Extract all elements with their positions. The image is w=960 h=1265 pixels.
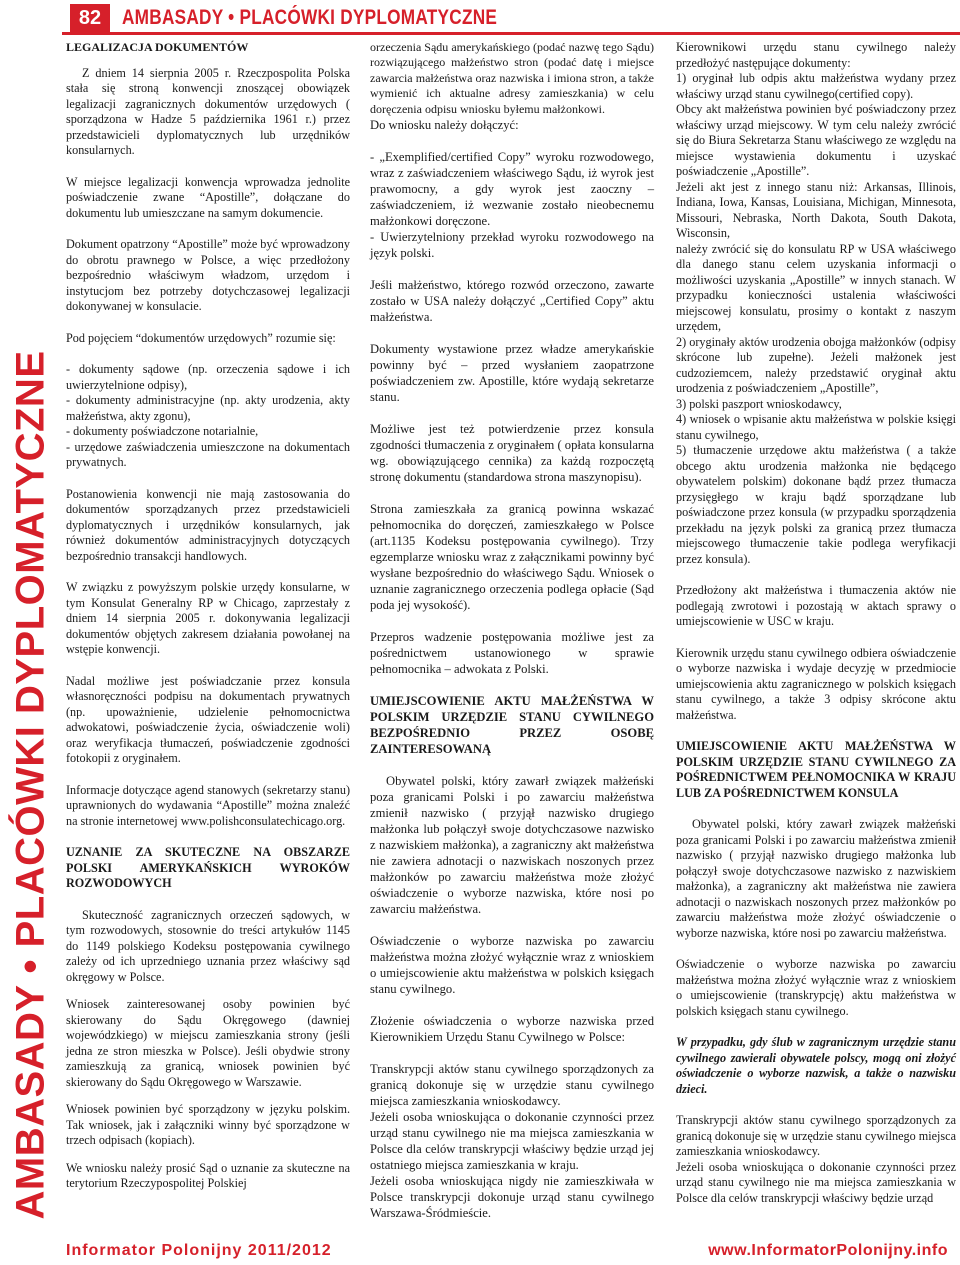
list-item: - dokumenty sądowe (np. orzeczenia sądowe i ich uwierzytelnione odpisy), (66, 362, 350, 392)
paragraph: Skuteczność zagranicznych orzeczeń sądowych, w tym rozwodowych, stosownie do treści artykułów 1145 do 1149 polskiego Kodeksu postępowania cywilnego zależy od ich uprzedniego uznania przez właściwy sąd okręgowy w Polsce. (66, 907, 350, 984)
section-heading: UMIEJSCOWIENIE AKTU MAŁŻEŃSTWA W POLSKIM URZĘDZIE STANU CYWILNEGO BEZPOŚREDNIO PRZEZ OSOBĘ ZAINTERESOWANĄ (370, 694, 654, 757)
paragraph-emphasis: W przypadku, gdy ślub w zagranicznym urzędzie stanu cywilnego zawierali obywatele polscy, mogą oni złożyć oświadczenie o wyborze nazwisk, a także o nazwisku dzieci. (676, 1035, 956, 1096)
side-section-label: AMBASADY • PLACÓWKI DYPLOMATYCZNE (8, 350, 53, 1220)
paragraph: Wniosek zainteresowanej osoby powinien być skierowany do Sądu Okręgowego (dawniej wojewódzkiego) w miejscu zamieszkania strony (jeśli jedna ze stron mieszka w Polsce). Jeśli obydwie strony zamieszkują za granicą, wniosek powinien być skierowany do Sądu Okręgowego w Warszawie. (66, 997, 350, 1089)
list-item: - Uwierzytelniony przekład wyroku rozwodowego na język polski. (370, 230, 654, 261)
paragraph: Złożenie oświadczenia o wyborze nazwiska przed Kierownikiem Urzędu Stanu Cywilnego w Polsce: (370, 1014, 654, 1045)
paragraph: Transkrypcji aktów stanu cywilnego sporządzonych za granicą dokonuje się w urzędzie stanu cywilnego miejsca zamieszkania wnioskodawcy. (370, 1062, 654, 1109)
list-item: 4) wniosek o wpisanie aktu małżeństwa w polskie księgi stanu cywilnego, (676, 412, 956, 442)
paragraph: W związku z powyższym polskie urzędy konsularne, w tym Konsulat Generalny RP w Chicago, zaprzestały z dniem 14 sierpnia 2005 r. dokonywania legalizacji dokumentów objętych zakresem działania powołanej na wstępie konwencji. (66, 580, 350, 656)
article-title: LEGALIZACJA DOKUMENTÓW (66, 40, 249, 54)
column-2 (370, 40, 654, 1221)
paragraph: Przepros wadzenie postępowania możliwe jest za pośrednictwem ustanowionego w sprawie pełnomocnika – adwokata z Polski. (370, 630, 654, 677)
paragraph: Transkrypcji aktów stanu cywilnego sporządzonych za granicą dokonuje się w urzędzie stanu cywilnego miejsca zamieszkania wnioskodawcy. (676, 1113, 956, 1158)
paragraph: Możliwe jest też potwierdzenie przez konsula zgodności tłumaczenia z oryginałem ( opłata konsularna wg. obowiązującego cennika) za każdą rozpoczętą stronę dokumentu (standardowa strona maszynopisu). (370, 422, 654, 485)
page-number: 82 (70, 4, 110, 32)
list-item: 1) oryginał lub odpis aktu małżeństwa wydany przez właściwy urząd stanu cywilnego(certified copy). (676, 71, 956, 101)
paragraph: Jeśli małżeństwo, którego rozwód orzeczono, zawarte zostało w USA należy dołączyć „Certified Copy” aktu małżeństwa. (370, 278, 654, 325)
list-item: - „Exemplified/certified Copy” wyroku rozwodowego, wraz z zaświadczeniem właściwego Sądu, iż wyrok jest prawomocny, a gdy wyrok jest zaoczny – zaświadczeniem, iż wezwanie zostało nieobecnemu małżonkowi doręczone. (370, 150, 654, 229)
paragraph: Wniosek powinien być sporządzony w języku polskim. Tak wniosek, jak i załączniki winny być sporządzone w trzech odpisach (kopiach). (66, 1102, 350, 1147)
paragraph: Dokumenty wystawione przez władze amerykańskie powinny być – przed wysłaniem zaopatrzone poświadczeniem zw. Apostille, które wydają sekretarze stanu. (370, 342, 654, 405)
header-rule (62, 32, 960, 35)
paragraph: Nadal możliwe jest poświadczanie przez konsula własnoręczności podpisu na dokumentach prywatnych (np. upoważnienie, udzielenie pełnomocnictwa adwokatowi, poświadczenie życia, oświadczenie woli) oraz weryfikacja tłumaczeń, poświadczenie zgodności fotokopii z oryginałem. (66, 673, 350, 765)
paragraph: W miejsce legalizacji konwencja wprowadza jednolite poświadczenie zwane “Apostille”, dołączane do dokumentu lub umieszczane na samym dokumencie. (66, 174, 350, 220)
publication-name: Informator Polonijny 2011/2012 (66, 1242, 332, 1259)
paragraph: Postanowienia konwencji nie mają zastosowania do dokumentów sporządzanych przez przedstawicieli dyplomatycznych i urzędników konsularnych, jak również dokumentów administracyjnych dotyczących bezpośrednio transakcji handlowych. (66, 486, 350, 563)
list-item: - urzędowe zaświadczenia umieszczone na dokumentach prywatnych. (66, 439, 350, 469)
page-footer (0, 1238, 960, 1265)
paragraph: Jeżeli osoba wnioskująca nigdy nie zamieszkiwała w Polsce transkrypcji dokonuje urząd stanu cywilnego Warszawa-Śródmieście. (370, 1174, 654, 1221)
paragraph: Dokument opatrzony “Apostille” może być wprowadzony do obrotu prawnego w Polsce, a więc przedłożony bezpośrednio właściwym władzom, urzędom i instytucjom bez potrzeby dotychczasowej legalizacji dokonywanej w konsulacie. (66, 237, 350, 313)
paragraph: Obywatel polski, który zawarł związek małżeński poza granicami Polski i po zawarciu małżeństwa zmienił nazwisko ( przyjął nazwisko drugiego małżonka lub połączył swoje dotychczasowe nazwisko z nazwiskiem małżonka), a zagraniczny akt małżeństwa nie zawiera adnotacji o nazwiskach noszonych przez małżonków po zawarciu małżeństwa może złożyć oświadczenie o wyborze nazwiska, które nosi po zawarciu małżeństwa. (370, 774, 654, 917)
paragraph: Pod pojęciem “dokumentów urzędowych” rozumie się: (66, 330, 336, 345)
side-strip (0, 40, 62, 1230)
list-item: 5) tłumaczenie urzędowe aktu małżeństwa ( a także obcego aktu urodzenia małżonka nie będącego obywatelem polskim) dokonane bądź przez tłumacza przysięgłego w kraju bądź sporządzane lub poświadczone przez konsula (w przypadku sporządzenia przekładu na język polski za granicą przez tłumacza miejscowego tłumaczenie takie podlega weryfikacji przez konsula). (676, 443, 956, 566)
paragraph: Przedłożony akt małżeństwa i tłumaczenia aktów nie podlegają zwrotowi i pozostają w aktach sprawy o umiejscowienie w USC w kraju. (676, 583, 956, 628)
paragraph: Informacje dotyczące agend stanowych (sekretarzy stanu) uprawnionych do wydawania “Apostille” można znaleźć na stronie internetowej www.polishconsulatechicago.org. (66, 782, 350, 828)
column-3 (676, 40, 956, 1206)
paragraph: Do wniosku należy dołączyć: (370, 118, 519, 133)
section-heading: UZNANIE ZA SKUTECZNE NA OBSZARZE POLSKI AMERYKAŃSKICH WYROKÓW ROZWODOWYCH (66, 845, 350, 890)
paragraph: należy zwrócić się do konsulatu RP w USA właściwego dla danego stanu celem uzyskania informacji o możliwości uzyskania „Apostille” w innych stanach. W przypadku konieczności ustalenia właściwości miejscowej konsulatu, prosimy o kontakt z naszym urzędem, (676, 241, 956, 333)
paragraph: We wniosku należy prosić Sąd o uznanie za skuteczne na terytorium Rzeczypospolitej Polskiej (66, 1160, 350, 1190)
paragraph: Obcy akt małżeństwa powinien być poświadczony przez właściwy urząd miejscowy. W tym celu należy zwrócić się do Biura Sekretarza Stanu właściwego ze względu na miejsce wystawienia dokumentu i uzyskać poświadczenie „Apostille”. (676, 102, 956, 178)
paragraph: Oświadczenie o wyborze nazwiska po zawarciu małżeństwa można złożyć wyłącznie wraz z wnioskiem o umiejscowienie aktu małżeństwa w polskich księgach stanu cywilnego. (370, 934, 654, 997)
section-title: AMBASADY • PLACÓWKI DYPLOMATYCZNE (122, 6, 498, 29)
paragraph: Strona zamieszkała za granicą powinna wskazać pełnomocnika do doręczeń, zamieszkałego w Polsce (art.1135 Kodeksu postępowania cywilnego). Trzy egzemplarze wniosku wraz z załącznikami powinny być wysłane bezpośrednio do właściwego Sądu. Wniosek o uznanie zagranicznego orzeczenia podlega opłacie (Sąd poda jej wysokość). (370, 502, 654, 613)
paragraph: Kierownik urzędu stanu cywilnego odbiera oświadczenie o wyborze nazwiska i wydaje decyzję w przedmiocie umiejscowienia aktu zagranicznego w polskich księgach stanu cywilnego, a także 3 odpisy skrócone aktu małżeństwa. (676, 645, 956, 722)
paragraph: Jeżeli akt jest z innego stanu niż: Arkansas, Illinois, Indiana, Iowa, Kansas, Louisiana, Michigan, Minnesota, Missouri, Nebraska, North Dakota, South Dakota, Wisconsin, (676, 179, 956, 240)
paragraph: orzeczenia Sądu amerykańskiego (podać nazwę tego Sądu) rozwiązującego małżeństwo stron (podać datę i miejsce zawarcia małżeństwa oraz nazwiska i imiona stron, a także wymienić ich aktualne adresy zamieszkania) w celu doręczenia odpisu wniosku byłemu małżonkowi. (370, 40, 654, 116)
paragraph: Kierownikowi urzędu stanu cywilnego należy przedłożyć następujące dokumenty: (676, 40, 956, 70)
paragraph: Obywatel polski, który zawarł związek małżeński poza granicami Polski i po zawarciu małżeństwa zmienił nazwisko ( przyjął nazwisko drugiego małżonka lub połączył swoje dotychczasowe nazwisko z nazwiskiem małżonka), a zagraniczny akt małżeństwa nie zawiera adnotacji o nazwiskach noszonych przez małżonków po zawarciu małżeństwa może złożyć oświadczenie o wyborze nazwiska, które nosi po zawarciu małżeństwa. (676, 817, 956, 940)
website-link[interactable]: www.InformatorPolonijny.info (708, 1242, 948, 1259)
paragraph: Oświadczenie o wyborze nazwiska po zawarciu małżeństwa można złożyć wyłącznie wraz z wnioskiem o umiejscowienie (transkrypcję) aktu małżeństwa w polskich księgach stanu cywilnego. (676, 957, 956, 1018)
list-item: - dokumenty administracyjne (np. akty urodzenia, akty małżeństwa, akty zgonu), (66, 393, 350, 423)
column-1 (66, 40, 350, 1208)
list-item: - dokumenty poświadczone notarialnie, (66, 424, 259, 438)
section-heading: UMIEJSCOWIENIE AKTU MAŁŻEŃSTWA W POLSKIM URZĘDZIE STANU CYWILNEGO ZA POŚREDNICTWEM PEŁNOMOCNIKA W KRAJU LUB ZA POŚREDNICTWEM KONSULA (676, 739, 956, 800)
list-item: 3) polski paszport wnioskodawcy, (676, 396, 842, 411)
paragraph: Jeżeli osoba wnioskująca o dokonanie czynności przez urząd stanu cywilnego nie ma miejsca zamieszkania w Polsce dla celów transkrypcji właściwy będzie urząd (676, 1159, 956, 1205)
list-item: 2) oryginały aktów urodzenia obojga małżonków (odpisy skrócone lub zupełne). Jeżeli małżonek jest cudzoziemcem, należy przedstawić oryginał aktu urodzenia z poświadczeniem „Apostille”, (676, 334, 956, 395)
page-header (0, 0, 960, 40)
paragraph: Jeżeli osoba wnioskująca o dokonanie czynności przez urząd stanu cywilnego nie ma miejsca zamieszkania w Polsce dla celów transkrypcji właściwy będzie urząd jej ostatniego miejsca zamieszkania w kraju. (370, 1110, 654, 1173)
paragraph: Z dniem 14 sierpnia 2005 r. Rzeczpospolita Polska stała się stroną konwencji znoszącej obowiązek legalizacji zagranicznych dokumentów urzędowych ( sporządzona w Hadze 5 października 1961 r.) przez przedstawicieli dyplomatycznych lub urzędników konsularnych. (66, 65, 350, 157)
